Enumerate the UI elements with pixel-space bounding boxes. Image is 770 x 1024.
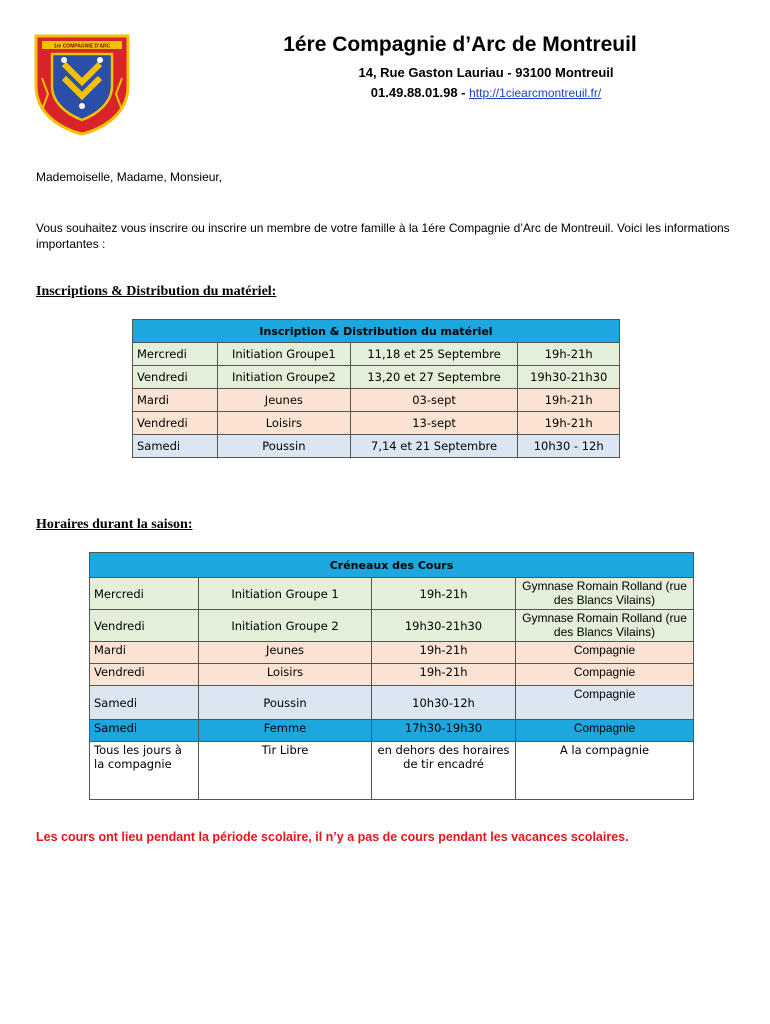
location-cell: Gymnase Romain Rolland (rue des Blancs Vilains) bbox=[516, 610, 694, 642]
location-cell: Compagnie bbox=[516, 720, 694, 742]
registration-table-title: Inscription & Distribution du matériel bbox=[133, 320, 620, 343]
location-cell: A la compagnie bbox=[516, 742, 694, 800]
table-row bbox=[90, 742, 694, 800]
group-cell: Initiation Groupe1 bbox=[218, 343, 351, 366]
page-title: 1ére Compagnie d’Arc de Montreuil bbox=[283, 33, 637, 56]
date-cell: 11,18 et 25 Septembre bbox=[350, 343, 518, 366]
time-cell: 19h30-21h30 bbox=[372, 610, 516, 642]
day-cell: Vendredi bbox=[90, 610, 199, 642]
table-row bbox=[90, 686, 694, 720]
date-cell: 13,20 et 27 Septembre bbox=[350, 366, 518, 389]
table-row bbox=[90, 720, 694, 742]
time-cell: 19h-21h bbox=[518, 343, 620, 366]
schedule-table-title: Créneaux des Cours bbox=[90, 553, 694, 578]
group-cell: Initiation Groupe2 bbox=[218, 366, 351, 389]
date-cell: 7,14 et 21 Septembre bbox=[350, 435, 518, 458]
table-row bbox=[90, 664, 694, 686]
day-cell: Vendredi bbox=[133, 366, 218, 389]
table-row bbox=[133, 366, 620, 389]
time-cell: 19h-21h bbox=[372, 664, 516, 686]
time-cell: 19h30-21h30 bbox=[518, 366, 620, 389]
day-cell: Mercredi bbox=[133, 343, 218, 366]
day-cell: Vendredi bbox=[90, 664, 199, 686]
day-cell: Samedi bbox=[133, 435, 218, 458]
phone-number: 01.49.88.01.98 - bbox=[370, 85, 466, 100]
table-row bbox=[133, 343, 620, 366]
day-cell: Mercredi bbox=[90, 578, 199, 610]
time-cell: 19h-21h bbox=[518, 389, 620, 412]
table-row bbox=[133, 412, 620, 435]
group-cell: Jeunes bbox=[218, 389, 351, 412]
time-cell: 17h30-19h30 bbox=[372, 720, 516, 742]
group-cell: Loisirs bbox=[199, 664, 372, 686]
day-cell: Tous les jours à la compagnie bbox=[90, 742, 199, 800]
time-cell: 10h30-12h bbox=[372, 686, 516, 720]
section-heading-horaires: Horaires durant la saison: bbox=[36, 517, 193, 532]
footer-note: Les cours ont lieu pendant la période scolaire, il n’y a pas de cours pendant les vacances scolaires. bbox=[36, 830, 629, 844]
schedule-table bbox=[89, 552, 694, 800]
table-row bbox=[133, 389, 620, 412]
location-cell: Compagnie bbox=[516, 686, 694, 720]
time-cell: 19h-21h bbox=[372, 578, 516, 610]
section-heading-inscriptions: Inscriptions & Distribution du matériel: bbox=[36, 284, 277, 299]
table-row bbox=[90, 578, 694, 610]
day-cell: Vendredi bbox=[133, 412, 218, 435]
address: 14, Rue Gaston Lauriau - 93100 Montreuil bbox=[358, 65, 614, 80]
date-cell: 03-sept bbox=[350, 389, 518, 412]
registration-table bbox=[132, 319, 620, 458]
group-cell: Loisirs bbox=[218, 412, 351, 435]
contact-line bbox=[296, 85, 676, 100]
day-cell: Mardi bbox=[90, 642, 199, 664]
day-cell: Mardi bbox=[133, 389, 218, 412]
location-cell: Gymnase Romain Rolland (rue des Blancs Vilains) bbox=[516, 578, 694, 610]
time-cell: 10h30 - 12h bbox=[518, 435, 620, 458]
table-row bbox=[133, 435, 620, 458]
date-cell: 13-sept bbox=[350, 412, 518, 435]
group-cell: Femme bbox=[199, 720, 372, 742]
greeting: Mademoiselle, Madame, Monsieur, bbox=[36, 170, 223, 184]
group-cell: Poussin bbox=[199, 686, 372, 720]
day-cell: Samedi bbox=[90, 720, 199, 742]
location-cell: Compagnie bbox=[516, 664, 694, 686]
intro-paragraph: Vous souhaitez vous inscrire ou inscrire un membre de votre famille à la 1ére Compagnie d’Arc de Montreuil. Voici les informations importantes : bbox=[36, 221, 730, 251]
time-cell: 19h-21h bbox=[518, 412, 620, 435]
group-cell: Jeunes bbox=[199, 642, 372, 664]
group-cell: Poussin bbox=[218, 435, 351, 458]
day-cell: Samedi bbox=[90, 686, 199, 720]
table-row bbox=[90, 642, 694, 664]
logo-banner-text: 1re COMPAGNIE D'ARC bbox=[53, 43, 111, 50]
group-cell: Tir Libre bbox=[199, 742, 372, 800]
group-cell: Initiation Groupe 2 bbox=[199, 610, 372, 642]
group-cell: Initiation Groupe 1 bbox=[199, 578, 372, 610]
table-row bbox=[90, 610, 694, 642]
club-logo bbox=[34, 34, 130, 136]
location-cell: Compagnie bbox=[516, 642, 694, 664]
time-cell: 19h-21h bbox=[372, 642, 516, 664]
time-cell: en dehors des horaires de tir encadré bbox=[372, 742, 516, 800]
website-link[interactable]: http://1ciearcmontreuil.fr/ bbox=[469, 86, 602, 100]
